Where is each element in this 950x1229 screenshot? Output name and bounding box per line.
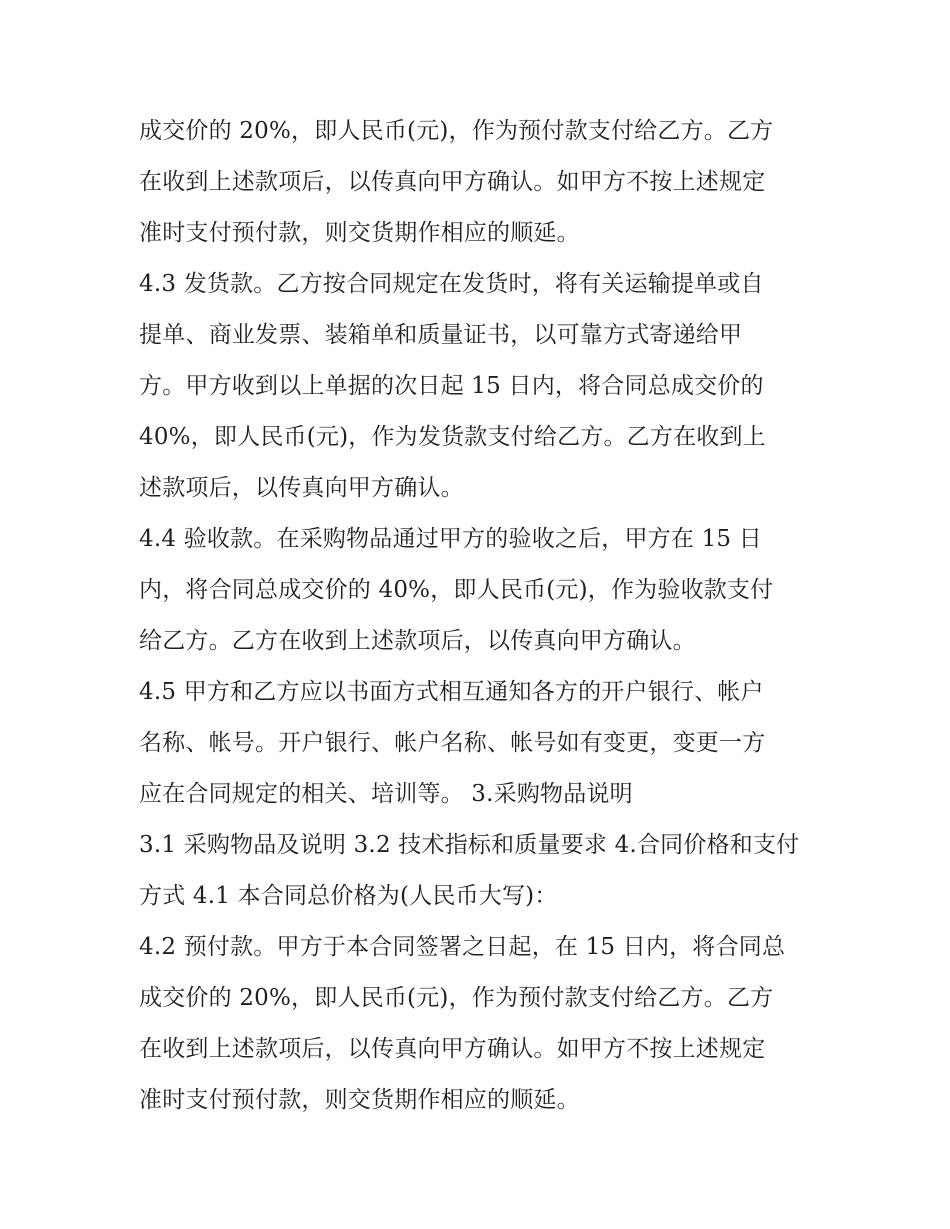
text-line: 在收到上述款项后，以传真向甲方确认。如甲方不按上述规定 bbox=[139, 169, 766, 195]
text-line: 准时支付预付款，则交货期作相应的顺延。 bbox=[139, 1087, 580, 1113]
text-line: 40%，即人民币(元)，作为发货款支付给乙方。乙方在收到上 bbox=[139, 424, 766, 450]
text-line: 给乙方。乙方在收到上述款项后，以传真向甲方确认。 bbox=[139, 628, 696, 654]
document-body bbox=[139, 106, 819, 1126]
text-line: 成交价的 20%，即人民币(元)，作为预付款支付给乙方。乙方 bbox=[139, 985, 774, 1011]
text-line: 4.3 发货款。乙方按合同规定在发货时，将有关运输提单或自 bbox=[139, 271, 764, 297]
text-line: 准时支付预付款，则交货期作相应的顺延。 bbox=[139, 220, 580, 246]
text-line: 内，将合同总成交价的 40%，即人民币(元)，作为验收款支付 bbox=[139, 577, 774, 603]
text-line: 方式 4.1 本合同总价格为(人民币大写)： bbox=[139, 883, 558, 909]
text-line: 在收到上述款项后，以传真向甲方确认。如甲方不按上述规定 bbox=[139, 1036, 766, 1062]
text-line: 述款项后，以传真向甲方确认。 bbox=[139, 475, 464, 501]
text-line: 成交价的 20%，即人民币(元)，作为预付款支付给乙方。乙方 bbox=[139, 118, 774, 144]
text-line: 方。甲方收到以上单据的次日起 15 日内，将合同总成交价的 bbox=[139, 373, 764, 399]
text-line: 提单、商业发票、装箱单和质量证书，以可靠方式寄递给甲 bbox=[139, 322, 743, 348]
text-line: 应在合同规定的相关、培训等。 3.采购物品说明 bbox=[139, 781, 633, 807]
text-line: 4.2 预付款。甲方于本合同签署之日起，在 15 日内，将合同总 bbox=[139, 934, 786, 960]
text-line: 名称、帐号。开户银行、帐户名称、帐号如有变更，变更一方 bbox=[139, 730, 766, 756]
text-line: 4.5 甲方和乙方应以书面方式相互通知各方的开户银行、帐户 bbox=[139, 679, 764, 705]
text-line: 3.1 采购物品及说明 3.2 技术指标和质量要求 4.合同价格和支付 bbox=[139, 832, 800, 858]
text-line: 4.4 验收款。在采购物品通过甲方的验收之后，甲方在 15 日 bbox=[139, 526, 762, 552]
